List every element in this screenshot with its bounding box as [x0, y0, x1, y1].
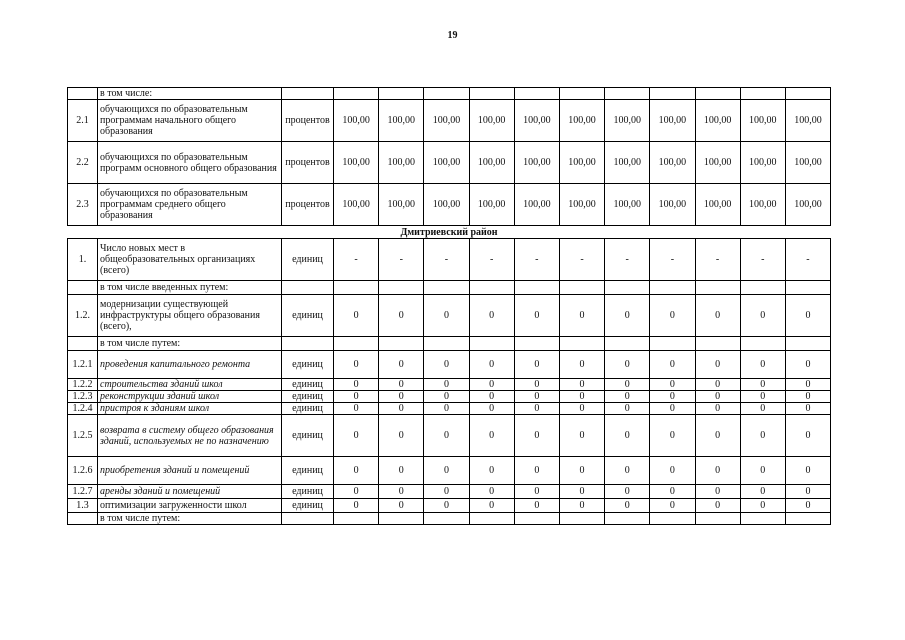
value-cell: 0 [469, 295, 514, 337]
value-cell: 0 [740, 351, 785, 379]
row-number: 1.2.1 [68, 351, 98, 379]
value-cell: - [469, 239, 514, 281]
value-cell: 100,00 [785, 142, 830, 184]
value-cell: 100,00 [740, 142, 785, 184]
section-title: Дмитриевский район [400, 226, 498, 238]
value-cell: 0 [334, 379, 379, 391]
value-cell [334, 513, 379, 525]
value-cell: 100,00 [469, 184, 514, 226]
row-label: в том числе путем: [98, 513, 282, 525]
row-number: 2.2 [68, 142, 98, 184]
row-label: приобретения зданий и помещений [98, 457, 282, 485]
row-label: Число новых мест в общеобразовательных организациях (всего) [98, 239, 282, 281]
value-cell: 100,00 [514, 184, 559, 226]
value-cell [334, 281, 379, 295]
value-cell: 100,00 [379, 100, 424, 142]
row-label: проведения капитального ремонта [98, 351, 282, 379]
value-cell: 0 [379, 457, 424, 485]
value-cell: 0 [650, 403, 695, 415]
value-cell [559, 281, 604, 295]
value-cell: 100,00 [334, 184, 379, 226]
value-cell: - [424, 239, 469, 281]
value-cell: 0 [605, 295, 650, 337]
value-cell: 0 [514, 295, 559, 337]
value-cell: 0 [650, 457, 695, 485]
value-cell [650, 281, 695, 295]
table-row [68, 379, 831, 391]
value-cell: 0 [424, 403, 469, 415]
value-cell: 100,00 [605, 142, 650, 184]
value-cell [695, 337, 740, 351]
value-cell: 0 [785, 415, 830, 457]
value-cell: 0 [559, 379, 604, 391]
value-cell: 0 [740, 415, 785, 457]
value-cell: 0 [695, 403, 740, 415]
value-cell: 0 [650, 351, 695, 379]
row-unit [282, 513, 334, 525]
value-cell: 0 [605, 379, 650, 391]
row-unit: процентов [282, 184, 334, 226]
row-label: модернизации существующей инфраструктуры общего образования (всего), [98, 295, 282, 337]
table-row [68, 184, 831, 226]
row-label: оптимизации загруженности школ [98, 499, 282, 513]
value-cell: 100,00 [559, 142, 604, 184]
table-row [68, 88, 831, 100]
value-cell: 0 [559, 351, 604, 379]
row-label: возврата в систему общего образования зданий, используемых не по назначению [98, 415, 282, 457]
value-cell: 0 [740, 403, 785, 415]
value-cell: 0 [559, 295, 604, 337]
value-cell: 0 [514, 485, 559, 499]
table-row [68, 281, 831, 295]
value-cell: 100,00 [695, 100, 740, 142]
value-cell: 0 [785, 485, 830, 499]
value-cell [514, 88, 559, 100]
row-number: 1.2.7 [68, 485, 98, 499]
value-cell: 0 [424, 499, 469, 513]
value-cell: 0 [334, 415, 379, 457]
value-cell: 0 [514, 457, 559, 485]
table-row [68, 415, 831, 457]
value-cell: 0 [695, 415, 740, 457]
row-number: 2.3 [68, 184, 98, 226]
value-cell: 100,00 [785, 100, 830, 142]
value-cell: 0 [605, 457, 650, 485]
value-cell: 0 [650, 499, 695, 513]
value-cell: 100,00 [379, 142, 424, 184]
value-cell [650, 88, 695, 100]
value-cell: 0 [559, 457, 604, 485]
value-cell: 0 [334, 391, 379, 403]
value-cell: 100,00 [469, 100, 514, 142]
value-cell: 0 [559, 415, 604, 457]
value-cell [469, 88, 514, 100]
row-unit: единиц [282, 485, 334, 499]
value-cell: 100,00 [605, 184, 650, 226]
value-cell: 100,00 [650, 142, 695, 184]
value-cell: 0 [695, 499, 740, 513]
value-cell: 0 [695, 379, 740, 391]
row-label: обучающихся по образовательным программ основного общего образования [98, 142, 282, 184]
value-cell: 0 [740, 295, 785, 337]
value-cell: 100,00 [424, 142, 469, 184]
value-cell: 0 [514, 415, 559, 457]
value-cell [424, 513, 469, 525]
value-cell: 0 [334, 295, 379, 337]
row-unit: единиц [282, 239, 334, 281]
value-cell: 0 [785, 499, 830, 513]
value-cell: 0 [740, 391, 785, 403]
value-cell: 0 [605, 499, 650, 513]
value-cell [379, 513, 424, 525]
value-cell: 0 [469, 415, 514, 457]
value-cell: 0 [334, 351, 379, 379]
value-cell: 0 [334, 485, 379, 499]
row-label: аренды зданий и помещений [98, 485, 282, 499]
row-number: 2.1 [68, 100, 98, 142]
value-cell: 0 [424, 415, 469, 457]
value-cell: 0 [785, 391, 830, 403]
value-cell: 0 [379, 415, 424, 457]
value-cell: 100,00 [695, 184, 740, 226]
value-cell: 100,00 [334, 142, 379, 184]
row-label: в том числе путем: [98, 337, 282, 351]
value-cell: 100,00 [650, 184, 695, 226]
row-unit [282, 88, 334, 100]
value-cell: 0 [785, 403, 830, 415]
value-cell [424, 281, 469, 295]
value-cell [334, 88, 379, 100]
value-cell [559, 513, 604, 525]
value-cell: 0 [424, 295, 469, 337]
value-cell [695, 88, 740, 100]
row-number: 1.2. [68, 295, 98, 337]
row-unit [282, 281, 334, 295]
value-cell: 0 [469, 351, 514, 379]
value-cell [740, 513, 785, 525]
table-row [68, 391, 831, 403]
value-cell [379, 88, 424, 100]
value-cell: 0 [785, 457, 830, 485]
value-cell: 0 [469, 499, 514, 513]
value-cell: 0 [559, 499, 604, 513]
value-cell: 0 [379, 485, 424, 499]
value-cell [379, 281, 424, 295]
row-label: пристроя к зданиям школ [98, 403, 282, 415]
row-number: 1. [68, 239, 98, 281]
value-cell [469, 281, 514, 295]
value-cell: 0 [695, 295, 740, 337]
row-number: 1.2.5 [68, 415, 98, 457]
value-cell: 0 [514, 499, 559, 513]
value-cell: 0 [695, 391, 740, 403]
value-cell [605, 513, 650, 525]
table-row [68, 513, 831, 525]
value-cell [695, 281, 740, 295]
value-cell [605, 337, 650, 351]
value-cell: 0 [334, 499, 379, 513]
value-cell: 0 [334, 457, 379, 485]
value-cell: 100,00 [650, 100, 695, 142]
value-cell [424, 88, 469, 100]
table-row [68, 295, 831, 337]
table-row [68, 485, 831, 499]
value-cell: - [514, 239, 559, 281]
table-row [68, 351, 831, 379]
value-cell: 0 [514, 379, 559, 391]
value-cell: 0 [785, 295, 830, 337]
value-cell [379, 337, 424, 351]
value-cell [785, 281, 830, 295]
value-cell: 0 [379, 295, 424, 337]
row-unit: единиц [282, 379, 334, 391]
value-cell: - [559, 239, 604, 281]
value-cell: 100,00 [740, 100, 785, 142]
value-cell: - [695, 239, 740, 281]
value-cell: 100,00 [514, 100, 559, 142]
value-cell: 0 [469, 403, 514, 415]
value-cell [469, 337, 514, 351]
row-number [68, 513, 98, 525]
row-unit: единиц [282, 457, 334, 485]
value-cell: 0 [650, 415, 695, 457]
row-label: строительства зданий школ [98, 379, 282, 391]
value-cell [514, 337, 559, 351]
table-row [68, 499, 831, 513]
value-cell: - [785, 239, 830, 281]
value-cell [424, 337, 469, 351]
row-unit: единиц [282, 351, 334, 379]
value-cell: 0 [559, 485, 604, 499]
value-cell: 0 [379, 379, 424, 391]
row-unit: единиц [282, 499, 334, 513]
value-cell [559, 337, 604, 351]
value-cell: 0 [379, 351, 424, 379]
value-cell: 100,00 [469, 142, 514, 184]
value-cell: 0 [740, 457, 785, 485]
value-cell: 0 [334, 403, 379, 415]
value-cell [469, 513, 514, 525]
value-cell: 0 [469, 391, 514, 403]
row-number: 1.2.3 [68, 391, 98, 403]
value-cell: 0 [514, 403, 559, 415]
value-cell: 100,00 [514, 142, 559, 184]
value-cell [740, 88, 785, 100]
value-cell: 0 [740, 499, 785, 513]
value-cell: 0 [650, 379, 695, 391]
value-cell [785, 88, 830, 100]
table-body [68, 88, 831, 525]
row-unit: единиц [282, 415, 334, 457]
value-cell: 0 [740, 379, 785, 391]
value-cell: 0 [559, 403, 604, 415]
row-unit: единиц [282, 295, 334, 337]
value-cell: 100,00 [424, 184, 469, 226]
value-cell [740, 281, 785, 295]
value-cell [650, 337, 695, 351]
value-cell [334, 337, 379, 351]
section-header-row [68, 226, 831, 239]
value-cell: 0 [514, 391, 559, 403]
value-cell: 0 [514, 351, 559, 379]
row-unit: процентов [282, 100, 334, 142]
data-table [67, 87, 831, 525]
value-cell: 0 [695, 485, 740, 499]
value-cell [605, 88, 650, 100]
value-cell [740, 337, 785, 351]
value-cell: 100,00 [379, 184, 424, 226]
row-number [68, 88, 98, 100]
value-cell: 100,00 [559, 184, 604, 226]
value-cell: 0 [559, 391, 604, 403]
value-cell [785, 513, 830, 525]
value-cell: 0 [785, 379, 830, 391]
row-label: обучающихся по образовательным программам среднего общего образования [98, 184, 282, 226]
value-cell: 0 [424, 391, 469, 403]
table-row [68, 142, 831, 184]
value-cell: 0 [695, 457, 740, 485]
value-cell: 0 [424, 457, 469, 485]
value-cell: 0 [785, 351, 830, 379]
value-cell: 0 [740, 485, 785, 499]
row-number: 1.2.2 [68, 379, 98, 391]
value-cell: 0 [695, 351, 740, 379]
value-cell: 0 [605, 403, 650, 415]
row-unit: единиц [282, 391, 334, 403]
value-cell: 0 [379, 391, 424, 403]
row-number: 1.2.6 [68, 457, 98, 485]
value-cell: 0 [379, 499, 424, 513]
value-cell: 100,00 [740, 184, 785, 226]
value-cell: - [650, 239, 695, 281]
row-label: обучающихся по образовательным программам начального общего образования [98, 100, 282, 142]
value-cell [514, 513, 559, 525]
value-cell: 100,00 [695, 142, 740, 184]
table-row [68, 457, 831, 485]
row-unit [282, 337, 334, 351]
value-cell: 0 [650, 485, 695, 499]
table-row [68, 239, 831, 281]
value-cell: 0 [605, 391, 650, 403]
value-cell [514, 281, 559, 295]
value-cell: 0 [379, 403, 424, 415]
value-cell [559, 88, 604, 100]
value-cell: 0 [605, 351, 650, 379]
value-cell: 100,00 [785, 184, 830, 226]
value-cell: 0 [469, 485, 514, 499]
value-cell [650, 513, 695, 525]
value-cell: 0 [605, 485, 650, 499]
value-cell: 0 [424, 379, 469, 391]
value-cell: 0 [469, 457, 514, 485]
table-row [68, 100, 831, 142]
row-label: в том числе: [98, 88, 282, 100]
row-number [68, 281, 98, 295]
page-number: 19 [447, 30, 458, 41]
value-cell [695, 513, 740, 525]
value-cell: 0 [605, 415, 650, 457]
row-label: реконструкции зданий школ [98, 391, 282, 403]
value-cell: 100,00 [334, 100, 379, 142]
value-cell: 100,00 [424, 100, 469, 142]
value-cell: - [740, 239, 785, 281]
value-cell: 100,00 [559, 100, 604, 142]
value-cell: - [379, 239, 424, 281]
value-cell: 0 [650, 391, 695, 403]
value-cell [605, 281, 650, 295]
row-unit: единиц [282, 403, 334, 415]
row-number: 1.2.4 [68, 403, 98, 415]
value-cell: - [605, 239, 650, 281]
row-number [68, 337, 98, 351]
value-cell: - [334, 239, 379, 281]
value-cell: 0 [469, 379, 514, 391]
table-row [68, 403, 831, 415]
row-number: 1.3 [68, 499, 98, 513]
value-cell: 0 [424, 485, 469, 499]
value-cell: 0 [650, 295, 695, 337]
row-label: в том числе введенных путем: [98, 281, 282, 295]
table-row [68, 337, 831, 351]
value-cell: 100,00 [605, 100, 650, 142]
row-unit: процентов [282, 142, 334, 184]
value-cell: 0 [424, 351, 469, 379]
value-cell [785, 337, 830, 351]
